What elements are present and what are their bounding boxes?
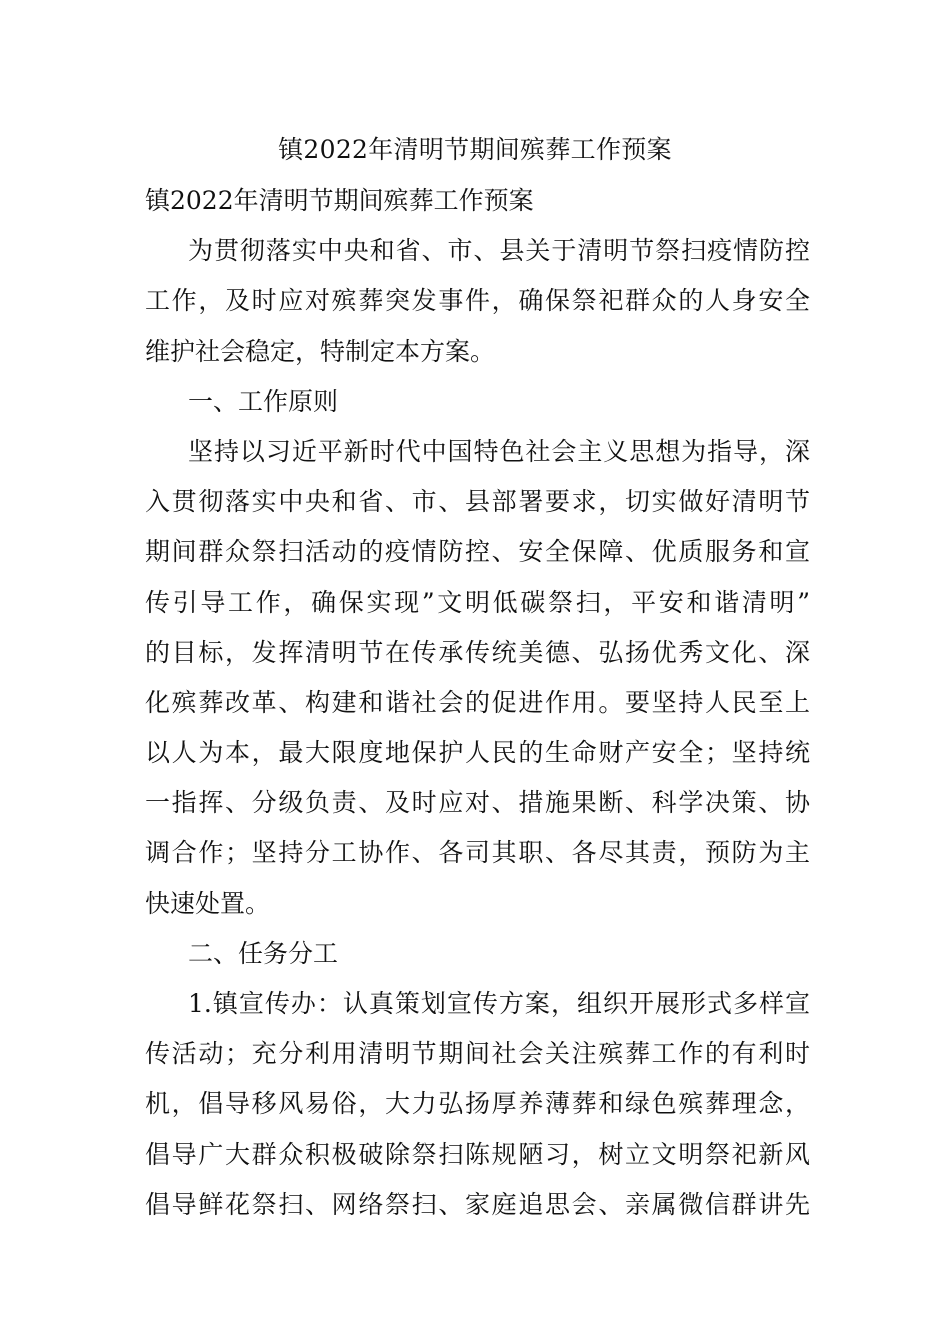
text-line: 坚持以习近平新时代中国特色社会主义思想为指导，深 (188, 436, 810, 466)
text-line: 1.镇宣传办：认真策划宣传方案，组织开展形式多样宣 (188, 989, 810, 1018)
text-line: 二、任务分工 (188, 938, 339, 968)
text-line: 传活动；充分利用清明节期间社会关注殡葬工作的有利时 (145, 1039, 810, 1069)
text-line: 的目标，发挥清明节在传承传统美德、弘扬优秀文化、深 (145, 637, 810, 667)
document-body (145, 176, 810, 1230)
text-line: 化殡葬改革、构建和谐社会的促进作用。要坚持人民至上 (145, 687, 810, 717)
text-line: 维护社会稳定，特制定本方案。 (145, 336, 496, 366)
text-line: 镇2022年清明节期间殡葬工作预案 (145, 186, 534, 215)
text-line: 快速处置。 (145, 888, 271, 918)
text-line: 调合作；坚持分工协作、各司其职、各尽其责，预防为主 (145, 838, 810, 868)
text-line: 为贯彻落实中央和省、市、县关于清明节祭扫疫情防控 (188, 236, 810, 266)
text-line: 工作，及时应对殡葬突发事件，确保祭祀群众的人身安全 (145, 286, 810, 316)
text-line: 入贯彻落实中央和省、市、县部署要求，切实做好清明节 (145, 487, 810, 517)
text-line: 一指挥、分级负责、及时应对、措施果断、科学决策、协 (145, 788, 810, 818)
text-line: 传引导工作，确保实现”文明低碳祭扫，平安和谐清明” (145, 587, 810, 617)
document-title: 镇2022年清明节期间殡葬工作预案 (278, 135, 672, 164)
text-line: 以人为本，最大限度地保护人民的生命财产安全；坚持统 (145, 738, 810, 768)
text-line: 一、工作原则 (188, 386, 339, 416)
text-line: 机，倡导移风易俗，大力弘扬厚养薄葬和绿色殡葬理念， (145, 1089, 810, 1119)
text-line: 倡导广大群众积极破除祭扫陈规陋习，树立文明祭祀新风 (145, 1139, 810, 1169)
text-line: 倡导鲜花祭扫、网络祭扫、家庭追思会、亲属微信群讲先 (145, 1189, 810, 1219)
text-line: 期间群众祭扫活动的疫情防控、安全保障、优质服务和宣 (145, 537, 810, 567)
